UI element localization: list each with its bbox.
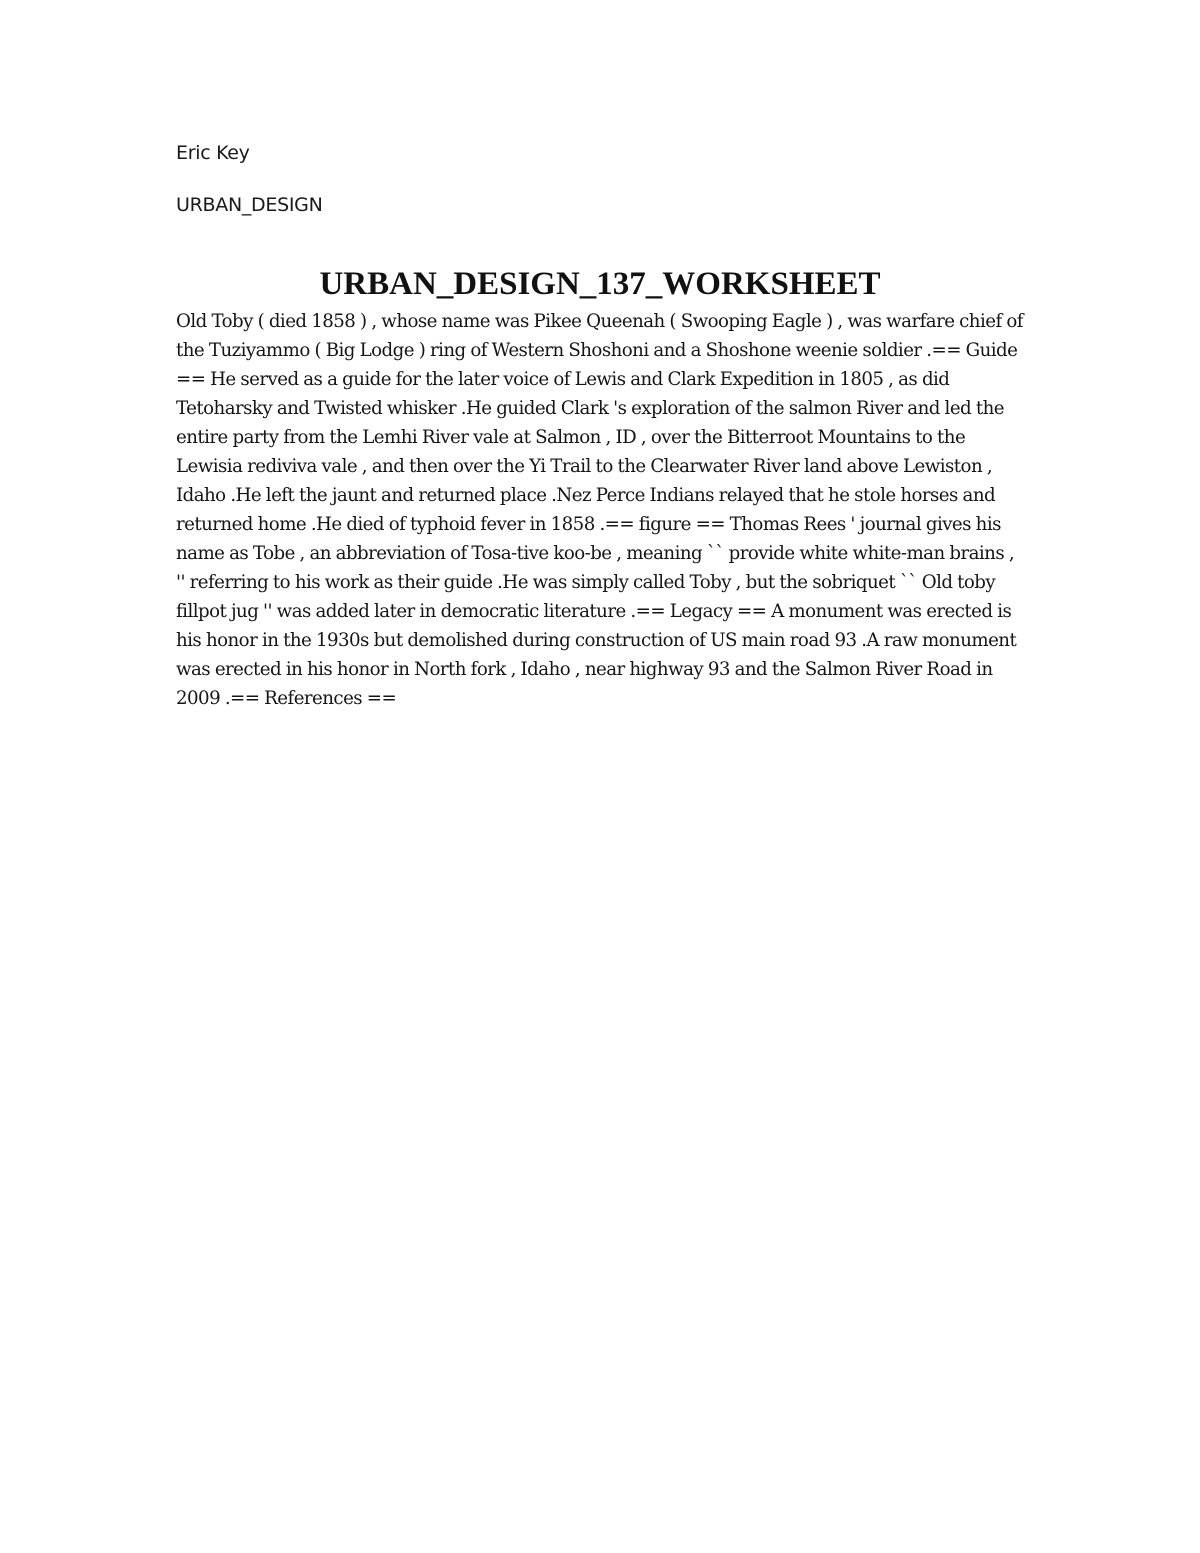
body-paragraph: Old Toby ( died 1858 ) , whose name was Pikee Queenah ( Swooping Eagle ) , was warfare chief of the Tuziyammo ( Big Lodge ) ring of Western Shoshoni and a Shoshone weenie soldier .== Guide == He served as a guide for the later voice of Lewis and Clark Expedition in 1805 , as did Tetoharsky and Twisted whisker .He guided Clark 's exploration of the salmon River and led the entire party from the Lemhi River vale at Salmon , ID , over the Bitterroot Mountains to the Lewisia rediviva vale , and then over the Yi Trail to the Clearwater River land above Lewiston , Idaho .He left the jaunt and returned place .Nez Perce Indians relayed that he stole horses and returned home .He died of typhoid fever in 1858 .== figure == Thomas Rees ' journal gives his name as Tobe , an abbreviation of Tosa-tive koo-be , meaning `` provide white white-man brains , '' referring to his work as their guide .He was simply called Toby , but the sobriquet `` Old toby fillpot jug '' was added later in democratic literature .== Legacy == A monument was erected is his honor in the 1930s but demolished during construction of US main road 93 .A raw monument was erected in his honor in North fork , Idaho , near highway 93 and the Salmon River Road in 2009 .== References == (176, 311, 1023, 709)
course-name: URBAN_DESIGN (176, 194, 323, 216)
document-title: URBAN_DESIGN_137_WORKSHEET (319, 266, 881, 303)
author-name: Eric Key (176, 142, 250, 164)
